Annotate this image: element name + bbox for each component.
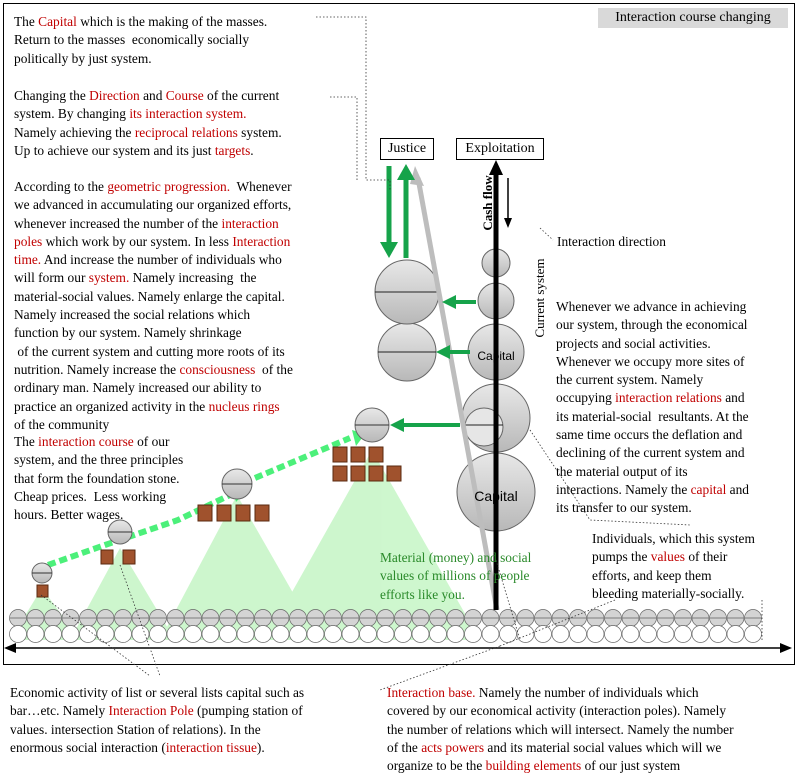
highlight-text: consciousness xyxy=(179,361,256,377)
individual-circle xyxy=(202,626,219,643)
individual-circle xyxy=(255,626,272,643)
text-run: its transfer to our system. xyxy=(556,500,692,516)
highlight-text: Interaction Pole xyxy=(108,703,194,719)
text-run: system. By changing xyxy=(14,106,130,122)
text-run: projects and social activities. xyxy=(556,335,711,351)
text-run: values of millions of people xyxy=(380,568,530,584)
current-system-label: Current system xyxy=(532,258,547,338)
text-run: of the xyxy=(255,361,293,377)
interaction_base-line xyxy=(387,721,734,739)
whenever_advance-line xyxy=(556,481,749,499)
highlight-text: reciprocal relations xyxy=(134,124,238,140)
highlight-text: targets xyxy=(214,142,251,158)
whenever_advance-line xyxy=(556,335,749,353)
text-run: efforts, and keep them xyxy=(592,567,712,583)
geometric-line xyxy=(14,343,293,361)
whenever_advance-line xyxy=(556,463,749,481)
text-run: our system, through the economical xyxy=(556,317,748,333)
geometric-line xyxy=(14,361,293,379)
individual-circle xyxy=(552,626,569,643)
individual-circle xyxy=(307,626,324,643)
geometric-line xyxy=(14,178,293,196)
individual-circle xyxy=(692,626,709,643)
whenever_advance-line xyxy=(556,499,749,517)
individual-circle xyxy=(220,626,237,643)
text-run: Namely the number of individuals which xyxy=(475,685,699,700)
text-run: of the community xyxy=(14,416,110,432)
individual-circle xyxy=(27,626,44,643)
individual-circle xyxy=(377,626,394,643)
text-run: of our just system xyxy=(581,758,681,774)
material-line xyxy=(380,549,531,567)
capital_masses-line xyxy=(14,50,267,68)
text-run: system. xyxy=(237,124,282,140)
individual-circle xyxy=(167,626,184,643)
interaction_base-line xyxy=(387,739,734,757)
individual-circle xyxy=(657,626,674,643)
text-run: covered by our economical activity (interaction poles). Namely xyxy=(387,703,727,719)
economic_activity-line xyxy=(10,702,304,720)
highlight-text: interaction tissue xyxy=(165,739,257,755)
interaction-base-text xyxy=(387,684,734,775)
highlight-text: system. xyxy=(88,270,130,286)
individuals-text xyxy=(592,530,755,603)
text-run: (pumping station of xyxy=(193,703,303,719)
text-run: and xyxy=(726,481,749,497)
highlight-text: time. xyxy=(14,252,42,268)
highlight-text: acts powers xyxy=(421,739,485,755)
highlight-text: Interaction base. xyxy=(387,685,476,700)
individual-circle xyxy=(430,626,447,643)
text-run: pumps the xyxy=(592,549,651,565)
individual-circle xyxy=(80,626,97,643)
text-run: efforts like you. xyxy=(380,586,465,602)
text-run: enormous social interaction ( xyxy=(10,739,166,755)
whenever_advance-line xyxy=(556,353,749,371)
whenever_advance-line xyxy=(556,426,749,444)
geometric-line xyxy=(14,215,293,233)
text-run: The xyxy=(14,434,39,449)
whenever_advance-line xyxy=(556,408,749,426)
text-run: practice an organized activity in the xyxy=(14,398,209,414)
text-run: the number of relations which will intersect. Namely the number xyxy=(387,721,734,737)
individual-circle xyxy=(97,626,114,643)
whenever_advance-line xyxy=(556,316,749,334)
individual-circle xyxy=(150,626,167,643)
individual-circle xyxy=(517,626,534,643)
highlight-text: Direction xyxy=(89,88,140,103)
individual-circle xyxy=(325,626,342,643)
text-run: bleeding materially-socially. xyxy=(592,585,745,601)
text-run: the material output of its xyxy=(556,463,688,479)
text-run: hours. Better wages. xyxy=(14,507,124,523)
individual-circle xyxy=(360,626,377,643)
individual-circle xyxy=(587,626,604,643)
text-run: ordinary man. Namely increased our ability to xyxy=(14,380,262,396)
capital_masses-line xyxy=(14,13,267,31)
text-run: Namely increasing the xyxy=(129,270,257,286)
individuals-line xyxy=(592,530,755,548)
highlight-text: poles xyxy=(14,233,43,249)
changing_direction-line xyxy=(14,105,282,123)
our-system-stack xyxy=(375,260,439,381)
text-run: of the current xyxy=(203,88,280,103)
individuals-line xyxy=(592,548,755,566)
highlight-text: geometric progression. xyxy=(107,179,231,194)
highlight-text: building elements xyxy=(485,758,582,774)
text-run: and its material social values which will we xyxy=(484,739,722,755)
individual-circle xyxy=(62,626,79,643)
highlight-text: Capital xyxy=(38,14,77,29)
highlight-text: interaction course xyxy=(38,434,134,449)
interaction_course-line xyxy=(14,433,183,451)
changing_direction-line xyxy=(14,87,282,105)
individual-circle xyxy=(45,626,62,643)
base-circles xyxy=(10,610,762,627)
base-circles-lower xyxy=(10,626,762,643)
whenever_advance-line xyxy=(556,389,749,407)
geometric-line xyxy=(14,251,293,269)
geometric-line xyxy=(14,398,293,416)
text-run: and xyxy=(721,390,745,406)
highlight-text: interaction xyxy=(221,215,279,231)
pole-1 xyxy=(32,563,52,597)
text-run: we advanced in accumulating our organized efforts, xyxy=(14,197,292,213)
individuals-line xyxy=(592,567,755,585)
highlight-text: Course xyxy=(165,88,204,103)
whenever_advance-line xyxy=(556,371,749,389)
material-line xyxy=(380,567,531,585)
individual-circle xyxy=(395,626,412,643)
individual-circle xyxy=(115,626,132,643)
material-line xyxy=(380,586,531,604)
justice-label: Justice xyxy=(380,138,434,160)
exploitation-label: Exploitation xyxy=(456,138,544,160)
text-run: . xyxy=(250,142,254,158)
text-run: Whenever we occupy more sites of xyxy=(556,353,745,369)
material-values-text xyxy=(380,549,531,604)
capital-masses-text xyxy=(14,13,267,68)
highlight-text: its interaction system. xyxy=(129,106,247,122)
individual-circle xyxy=(727,626,744,643)
text-run: Namely achieving the xyxy=(14,124,135,140)
geometric-line xyxy=(14,269,293,287)
text-run: nutrition. Namely increase the xyxy=(14,361,180,377)
capital-big-label: Capital xyxy=(474,488,518,504)
text-run: Individuals, which this system xyxy=(592,531,755,546)
geometric-progression-text xyxy=(14,178,293,434)
justice-arrows xyxy=(380,164,415,258)
individual-circle xyxy=(290,626,307,643)
individual-circle xyxy=(745,626,762,643)
individual-circle xyxy=(272,626,289,643)
interaction_course-line xyxy=(14,488,183,506)
text-run: same time occurs the deflation and xyxy=(556,427,743,443)
text-run: of the xyxy=(387,739,422,755)
text-run: Cheap prices. Less working xyxy=(14,488,167,504)
highlight-text: interaction relations xyxy=(615,390,722,406)
geometric-line xyxy=(14,416,293,434)
text-run: Whenever xyxy=(230,179,292,194)
economic-activity-text xyxy=(10,684,304,757)
text-run: system, and the three principles xyxy=(14,452,184,468)
individual-circle xyxy=(675,626,692,643)
individual-circle xyxy=(132,626,149,643)
text-run: and xyxy=(139,88,166,103)
text-run: According to the xyxy=(14,179,108,194)
highlight-text: capital xyxy=(690,481,727,497)
text-run: declining of the current system and xyxy=(556,445,745,461)
economic_activity-line xyxy=(10,684,304,702)
text-run: Whenever we advance in achieving xyxy=(556,299,747,314)
whenever_advance-line xyxy=(556,298,749,316)
whenever-advance-text xyxy=(556,298,749,518)
capital_masses-line xyxy=(14,31,267,49)
individual-circle xyxy=(570,626,587,643)
individual-circle xyxy=(342,626,359,643)
individual-circle xyxy=(535,626,552,643)
highlight-text: Interaction xyxy=(232,233,291,249)
text-run: The xyxy=(14,14,39,29)
changing_direction-line xyxy=(14,124,282,142)
text-run: of our xyxy=(133,434,170,449)
text-run: its material-social resultants. At the xyxy=(556,408,749,424)
interaction_course-line xyxy=(14,470,183,488)
text-run: function by our system. Namely shrinkage xyxy=(14,325,242,341)
text-run: politically by just system. xyxy=(14,50,152,66)
changing_direction-line xyxy=(14,142,282,160)
text-run: material-social values. Namely enlarge the capital. xyxy=(14,288,285,304)
geometric-line xyxy=(14,288,293,306)
individual-circle xyxy=(465,626,482,643)
geometric-line xyxy=(14,324,293,342)
text-run: Economic activity of list or several lists capital such as xyxy=(10,685,305,700)
changing-direction-text xyxy=(14,87,282,160)
individuals-line xyxy=(592,585,755,603)
text-run: of their xyxy=(685,549,728,565)
individual-circle xyxy=(605,626,622,643)
individual-circle xyxy=(710,626,727,643)
individual-circle xyxy=(640,626,657,643)
text-run: Changing the xyxy=(14,88,90,103)
individual-circle xyxy=(622,626,639,643)
text-run: values. intersection Station of relations). In the xyxy=(10,721,261,737)
text-run: organize to be the xyxy=(387,758,486,774)
text-run: of the current system and cutting more roots of its xyxy=(14,343,285,359)
text-run: And increase the number of individuals who xyxy=(41,252,282,268)
text-run: ). xyxy=(256,739,265,755)
geometric-line xyxy=(14,233,293,251)
interaction-direction-label: Interaction direction xyxy=(557,234,666,249)
economic_activity-line xyxy=(10,721,304,739)
text-run: which is the making of the masses. xyxy=(76,14,268,29)
course-changing-badge: Interaction course changing xyxy=(598,8,788,28)
text-run: will form our xyxy=(14,270,89,286)
text-run: occupying xyxy=(556,390,616,406)
capital-small-label: Capital xyxy=(477,349,515,363)
text-run: Material (money) and social xyxy=(380,550,532,565)
text-run: that form the foundation stone. xyxy=(14,470,180,486)
individual-circle xyxy=(482,626,499,643)
cash-flow-label: Cash flow xyxy=(480,175,495,231)
text-run: Namely increased the social relations which xyxy=(14,307,251,323)
interaction_course-line xyxy=(14,451,183,469)
text-run: bar…etc. Namely xyxy=(10,703,109,719)
interaction_course-line xyxy=(14,506,183,524)
interaction_base-line xyxy=(387,702,734,720)
text-run: Up to achieve our system and its just xyxy=(14,142,215,158)
individual-circle xyxy=(237,626,254,643)
text-run: the current system. Namely xyxy=(556,372,704,388)
text-run: interactions. Namely the xyxy=(556,481,691,497)
text-run: whenever increased the number of the xyxy=(14,215,222,231)
interaction_base-line xyxy=(387,757,734,775)
geometric-line xyxy=(14,196,293,214)
interaction-course-text xyxy=(14,433,183,524)
whenever_advance-line xyxy=(556,444,749,462)
text-run: which work by our system. In less xyxy=(42,233,233,249)
interaction_base-line xyxy=(387,684,734,702)
economic_activity-line xyxy=(10,739,304,757)
individual-circle xyxy=(500,626,517,643)
text-run: Return to the masses economically socially xyxy=(14,32,250,48)
geometric-line xyxy=(14,306,293,324)
geometric-line xyxy=(14,379,293,397)
highlight-text: nucleus rings xyxy=(208,398,280,414)
individual-circle xyxy=(10,626,27,643)
individual-circle xyxy=(412,626,429,643)
individual-circle xyxy=(185,626,202,643)
highlight-text: values xyxy=(650,549,685,565)
individual-circle xyxy=(447,626,464,643)
